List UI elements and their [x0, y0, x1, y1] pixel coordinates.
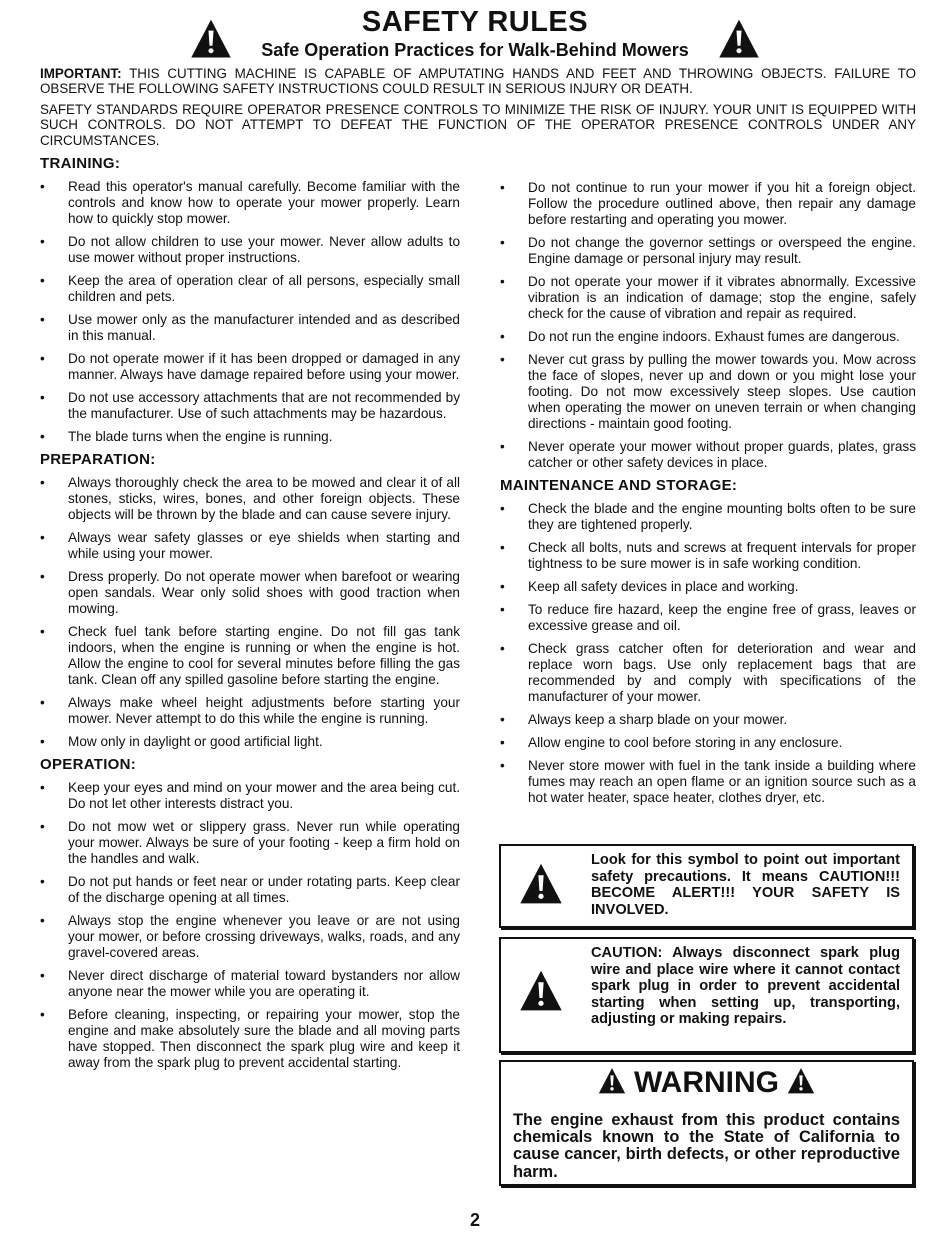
list-item: [40, 530, 460, 562]
list-item: [40, 475, 460, 523]
bullet-icon: •: [40, 780, 45, 795]
important-text: THIS CUTTING MACHINE IS CAPABLE OF AMPUTATING HANDS AND FEET AND THROWING OBJECTS. FAILURE TO OBSERVE THE FOLLOWING SAFETY INSTRUCTIONS COULD RESULT IN SERIOUS INJURY OR DEATH.: [40, 66, 916, 97]
bullet-icon: •: [500, 602, 505, 617]
list-item-text: Do not mow wet or slippery grass. Never run while operating your mower. Always be sure of your footing - keep a firm hold on the handles and walk.: [68, 819, 460, 866]
list-item: [40, 351, 460, 383]
preparation-list: [40, 475, 460, 750]
list-item: [500, 235, 916, 267]
list-item: [40, 913, 460, 961]
bullet-icon: •: [40, 390, 45, 405]
list-item: [500, 540, 916, 572]
bullet-icon: •: [500, 329, 505, 344]
important-notice: [40, 66, 916, 97]
list-item-text: Do not change the governor settings or overspeed the engine. Engine damage or personal injury may result.: [528, 235, 916, 266]
training-list: [40, 179, 460, 445]
list-item-text: Before cleaning, inspecting, or repairing your mower, stop the engine and make absolutely sure the blade and all moving parts have stopped. Then disconnect the spark plug wire and keep it away from the spark plug to prevent accidental starting.: [68, 1007, 460, 1070]
left-column: [40, 156, 460, 1078]
maintenance-list: [500, 501, 916, 806]
symbol-notice-text: Look for this symbol to point out important safety precautions. It means CAUTION!!! BECOME ALERT!!! YOUR SAFETY IS INVOLVED.: [591, 852, 900, 918]
list-item: [40, 179, 460, 227]
list-item: [500, 712, 916, 728]
warning-triangle-icon: [519, 862, 563, 906]
bullet-icon: •: [500, 758, 505, 773]
bullet-icon: •: [500, 501, 505, 516]
bullet-icon: •: [40, 179, 45, 194]
list-item: [500, 329, 916, 345]
page-number: 2: [469, 1210, 480, 1230]
list-item-text: Mow only in daylight or good artificial light.: [68, 734, 323, 749]
bullet-icon: •: [40, 624, 45, 639]
warning-text: The engine exhaust from this product contains chemicals known to the State of California to cause cancer, birth defects, or other reproductive harm.: [513, 1111, 900, 1181]
list-item-text: Always stop the engine whenever you leave or are not using your mower, or before crossing driveways, walks, roads, and any gravel-covered areas.: [68, 913, 460, 960]
list-item-text: Keep all safety devices in place and working.: [528, 579, 799, 594]
bullet-icon: •: [40, 234, 45, 249]
list-item: [40, 234, 460, 266]
warning-title-text: WARNING: [634, 1066, 779, 1099]
caution-box: [499, 937, 914, 1053]
bullet-icon: •: [40, 1007, 45, 1022]
bullet-icon: •: [40, 429, 45, 444]
warning-triangle-icon: [519, 969, 563, 1013]
list-item-text: Never cut grass by pulling the mower towards you. Mow across the face of slopes, never up and down or you might lose your footing. Do not mow excessively steep slopes. Use caution when operating the mower on uneven terrain or when changing directions - maintain good footing.: [528, 352, 916, 431]
list-item-text: Always make wheel height adjustments before starting your mower. Never attempt to do this while the engine is running.: [68, 695, 460, 726]
bullet-icon: •: [40, 351, 45, 366]
bullet-icon: •: [500, 274, 505, 289]
list-item-text: Do not operate your mower if it vibrates abnormally. Excessive vibration is an indication of damage; stop the engine, safely check for the cause of vibration and repair as required.: [528, 274, 916, 321]
list-item-text: Read this operator's manual carefully. Become familiar with the controls and know how to operate your mower properly. Learn how to quickly stop mower.: [68, 179, 460, 226]
bullet-icon: •: [40, 569, 45, 584]
list-item-text: Use mower only as the manufacturer intended and as described in this manual.: [68, 312, 460, 343]
operation-list: [40, 780, 460, 1071]
list-item-text: Never direct discharge of material toward bystanders nor allow anyone near the mower while you are operating it.: [68, 968, 460, 999]
bullet-icon: •: [500, 180, 505, 195]
list-item-text: Do not use accessory attachments that are not recommended by the manufacturer. Use of such attachments may be hazardous.: [68, 390, 460, 421]
list-item: [40, 312, 460, 344]
bullet-icon: •: [40, 968, 45, 983]
list-item-text: Never operate your mower without proper guards, plates, grass catcher or other safety devices in place.: [528, 439, 916, 470]
list-item: [40, 819, 460, 867]
warning-title: [501, 1066, 912, 1100]
bullet-icon: •: [500, 735, 505, 750]
list-item-text: Dress properly. Do not operate mower when barefoot or wearing open sandals. Wear only solid shoes with good traction when mowing.: [68, 569, 460, 616]
section-heading-operation: OPERATION:: [40, 756, 137, 773]
bullet-icon: •: [500, 579, 505, 594]
bullet-icon: •: [40, 874, 45, 889]
bullet-icon: •: [40, 819, 45, 834]
symbol-notice-box: [499, 844, 914, 928]
list-item-text: Allow engine to cool before storing in any enclosure.: [528, 735, 843, 750]
bullet-icon: •: [40, 475, 45, 490]
list-item-text: Do not continue to run your mower if you hit a foreign object. Follow the procedure outlined above, then repair any damage before restarting and operating you mower.: [528, 180, 916, 227]
list-item: [500, 501, 916, 533]
bullet-icon: •: [40, 913, 45, 928]
section-heading-training: TRAINING:: [40, 155, 121, 172]
list-item-text: Check all bolts, nuts and screws at frequent intervals for proper tightness to be sure mower is in safe working condition.: [528, 540, 916, 571]
page-subtitle: Safe Operation Practices for Walk-Behind Mowers: [261, 40, 689, 60]
list-item: [40, 874, 460, 906]
list-item: [500, 579, 916, 595]
list-item-text: Do not operate mower if it has been dropped or damaged in any manner. Always have damage repaired before using your mower.: [68, 351, 460, 382]
bullet-icon: •: [500, 540, 505, 555]
bullet-icon: •: [40, 734, 45, 749]
list-item-text: Do not run the engine indoors. Exhaust fumes are dangerous.: [528, 329, 900, 344]
list-item: [40, 429, 460, 445]
bullet-icon: •: [500, 352, 505, 367]
page-title: SAFETY RULES: [361, 6, 589, 38]
list-item: [500, 735, 916, 751]
list-item-text: Check grass catcher often for deterioration and wear and replace worn bags. Use only replacement bags that are recommended by and comply with specifications of the manufacturer of your mower.: [528, 641, 916, 704]
list-item-text: Do not put hands or feet near or under rotating parts. Keep clear of the discharge opening at all times.: [68, 874, 460, 905]
bullet-icon: •: [40, 273, 45, 288]
list-item: [500, 758, 916, 806]
list-item: [500, 641, 916, 705]
list-item: [40, 569, 460, 617]
list-item-text: Keep the area of operation clear of all persons, especially small children and pets.: [68, 273, 460, 304]
list-item-text: Always wear safety glasses or eye shields when starting and while using your mower.: [68, 530, 460, 561]
bullet-icon: •: [500, 235, 505, 250]
list-item: [500, 602, 916, 634]
bullet-icon: •: [500, 712, 505, 727]
important-label: IMPORTANT:: [40, 66, 122, 81]
list-item: [40, 390, 460, 422]
right-column: [500, 180, 916, 813]
list-item: [40, 273, 460, 305]
list-item: [40, 624, 460, 688]
standards-notice: SAFETY STANDARDS REQUIRE OPERATOR PRESENCE CONTROLS TO MINIMIZE THE RISK OF INJURY. YOUR UNIT IS EQUIPPED WITH SUCH CONTROLS. DO NOT ATTEMPT TO DEFEAT THE FUNCTION OF THE OPERATOR PRESENCE CONTROLS UNDER ANY CIRCUMSTANCES.: [40, 102, 916, 148]
caution-text: CAUTION: Always disconnect spark plug wire and place wire where it cannot contact spark plug in order to prevent accidental starting when setting up, transporting, adjusting or making repairs.: [591, 945, 900, 1028]
list-item: [40, 780, 460, 812]
list-item-text: Never store mower with fuel in the tank inside a building where fumes may reach an open flame or an ignition source such as a hot water heater, space heater, clothes dryer, etc.: [528, 758, 916, 805]
list-item: [40, 695, 460, 727]
bullet-icon: •: [40, 530, 45, 545]
list-item-text: Check fuel tank before starting engine. Do not fill gas tank indoors, when the engine is running or when the engine is hot. Allow the engine to cool for several minutes before filling the gas tank. Clean off any spilled gasoline before starting the engine.: [68, 624, 460, 687]
list-item: [500, 180, 916, 228]
list-item: [40, 1007, 460, 1071]
list-item-text: The blade turns when the engine is running.: [68, 429, 333, 444]
list-item: [500, 274, 916, 322]
section-heading-maintenance: MAINTENANCE AND STORAGE:: [500, 477, 738, 494]
bullet-icon: •: [40, 312, 45, 327]
bullet-icon: •: [500, 439, 505, 454]
warning-triangle-icon: [598, 1067, 626, 1095]
list-item: [40, 734, 460, 750]
warning-triangle-icon: [787, 1067, 815, 1095]
bullet-icon: •: [40, 695, 45, 710]
list-item: [500, 439, 916, 471]
list-item-text: Always thoroughly check the area to be mowed and clear it of all stones, sticks, wires, bones, and other foreign objects. These objects will be thrown by the blade and can cause severe injury.: [68, 475, 460, 522]
list-item-text: Do not allow children to use your mower. Never allow adults to use mower without proper instructions.: [68, 234, 460, 265]
bullet-icon: •: [500, 641, 505, 656]
list-item: [500, 352, 916, 432]
list-item-text: To reduce fire hazard, keep the engine free of grass, leaves or excessive grease and oil.: [528, 602, 916, 633]
section-heading-preparation: PREPARATION:: [40, 451, 156, 468]
list-item-text: Always keep a sharp blade on your mower.: [528, 712, 788, 727]
operation-continued-list: [500, 180, 916, 471]
warning-box: [499, 1060, 914, 1186]
list-item: [40, 968, 460, 1000]
list-item-text: Check the blade and the engine mounting bolts often to be sure they are tightened properly.: [528, 501, 916, 532]
list-item-text: Keep your eyes and mind on your mower and the area being cut. Do not let other interests distract you.: [68, 780, 460, 811]
